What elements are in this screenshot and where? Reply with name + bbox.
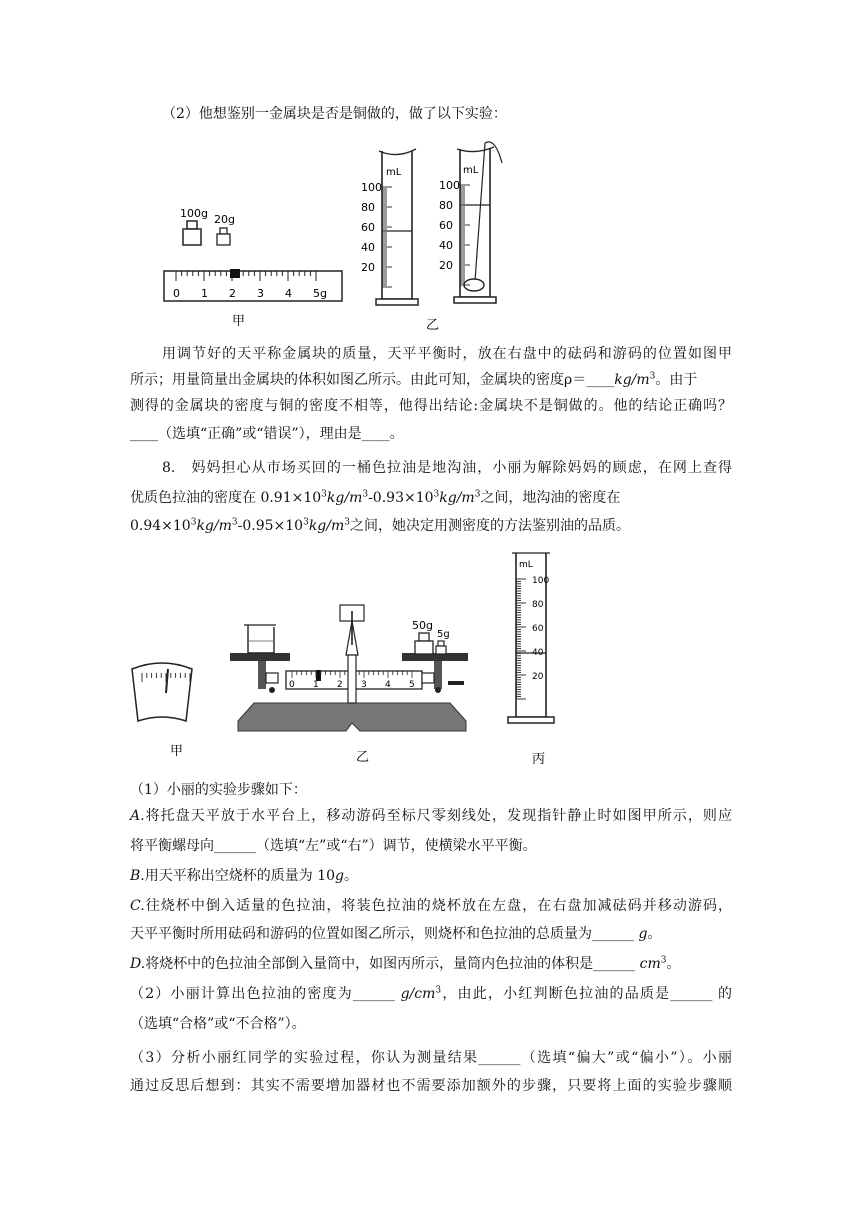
- figure-label-yi: 乙: [426, 318, 440, 333]
- q8-part3-line1: （3）分析小丽红同学的实验过程，你认为测量结果______（选填“偏大”或“偏小”）。小丽: [130, 1050, 732, 1066]
- rider-scale: [164, 271, 342, 301]
- scale-tick-label: 0: [173, 287, 180, 300]
- superscript: 3: [660, 955, 667, 966]
- q8-step-d: [130, 954, 681, 974]
- cylinder-tick-label: 20: [439, 259, 453, 272]
- step-tag: A.: [130, 808, 145, 824]
- beam-tick-label: 5: [409, 680, 415, 690]
- text: -0.95×10: [237, 518, 304, 534]
- beam-tick-label: 4: [385, 680, 391, 690]
- beam-tick-label: 2: [337, 680, 343, 690]
- text: 。: [666, 956, 681, 972]
- text: 用天平称出空烧杯的质量为 10: [144, 868, 336, 884]
- superscript: 3: [231, 517, 238, 528]
- beaker-icon: [244, 625, 276, 653]
- cyl2-unit-label: mL: [463, 165, 479, 176]
- superscript: 3: [321, 489, 327, 500]
- q7-density-unit: kg/m: [614, 372, 650, 388]
- unit: kg/m: [308, 518, 345, 534]
- unit: g/cm: [400, 986, 436, 1002]
- q8-step-intro: （1）小丽的实验步骤如下：: [130, 782, 307, 798]
- weight-100g-icon: [183, 221, 201, 245]
- text: 之间，她决定用测密度的方法鉴别油的品质。: [349, 518, 630, 534]
- text: 之间，地沟油的密度在: [480, 490, 621, 506]
- cylinder-tick-label: 40: [532, 648, 544, 658]
- text: 往烧杯中倒入适量的色拉油，将装色拉油的烧杯放在左盘，在右盘加减砝码并移动游码，: [144, 898, 732, 914]
- q7-density-blank: 所示；用量筒量出金属块的体积如图乙所示。由此可知，金属块的密度ρ＝____: [130, 372, 615, 388]
- left-pan-icon: [230, 653, 290, 693]
- cylinder-tick-label: 60: [532, 624, 544, 634]
- q7-paragraph-line1: 用调节好的天平称金属块的质量，天平平衡时，放在右盘中的砝码和游码的位置如图甲: [162, 346, 732, 362]
- figure-label-yi: 乙: [356, 750, 370, 765]
- step-tag: C.: [130, 898, 145, 914]
- cylinder-tick-label: 20: [532, 672, 544, 682]
- cylinder-tick-label: 100: [439, 179, 460, 192]
- q8-step-c-line1: [130, 896, 732, 916]
- q7-line2-tail: 。由于: [655, 372, 698, 388]
- graduated-cylinder-oil: [508, 553, 554, 723]
- cylinder-tick-label: 80: [532, 600, 544, 610]
- unit: g: [638, 926, 648, 942]
- figure-label-jia: 甲: [232, 314, 246, 329]
- scale-tick-label: 5g: [313, 287, 327, 300]
- unit: g: [335, 868, 344, 884]
- cyl1-unit-label: mL: [386, 167, 402, 178]
- text: 。: [343, 868, 358, 884]
- text: 。: [647, 926, 662, 942]
- cyl-oil-unit-label: mL: [519, 560, 533, 570]
- q8-part2-line2: （选填“合格”或“不合格”）。: [130, 1016, 306, 1032]
- weight-5g-icon: [436, 641, 446, 654]
- superscript: 3: [344, 517, 350, 528]
- weight-5g-label: 5g: [437, 629, 450, 640]
- figure-label-jia: 甲: [170, 744, 184, 759]
- unit: kg/m: [326, 490, 363, 506]
- cylinder-tick-label: 40: [361, 241, 375, 254]
- superscript: 3: [435, 985, 442, 996]
- unit: cm: [639, 956, 661, 972]
- beam-tick-label: 0: [289, 680, 295, 690]
- q8-step-b: [130, 866, 358, 886]
- cylinder-tick-label: 20: [361, 261, 375, 274]
- q8-step-c-line2: [130, 924, 661, 944]
- figure-label-bing: 丙: [532, 752, 546, 767]
- cylinder-tick-label: 80: [361, 201, 375, 214]
- step-tag: D.: [130, 956, 146, 972]
- beam-tick-label: 1: [313, 680, 319, 690]
- scale-tick-label: 1: [201, 287, 208, 300]
- beam-tick-label: 3: [361, 680, 367, 690]
- text: 0.94×10: [130, 518, 191, 534]
- q8-intro-line2: [130, 488, 620, 508]
- text: （2）小丽计算出色拉油的密度为______: [130, 986, 395, 1002]
- q8-step-a-line2: 将平衡螺母向______（选填“左”或“右”）调节，使横梁水平平衡。: [130, 838, 537, 854]
- text: 天平平衡时所用砝码和游码的位置如图乙所示，则烧杯和色拉油的总质量为______: [130, 926, 634, 942]
- q8-part2-line1: [130, 984, 732, 1004]
- q7-paragraph-line3: 测得的金属块的密度与铜的密度不相等，他得出结论:金属块不是铜做的。他的结论正确吗？: [130, 398, 732, 414]
- scale-tick-label: 2: [229, 287, 236, 300]
- unit: kg/m: [439, 490, 475, 506]
- q8-figure: [120, 545, 580, 775]
- balance-base-icon: [238, 703, 466, 731]
- cylinder-tick-label: 60: [361, 221, 375, 234]
- unit: kg/m: [196, 518, 232, 534]
- superscript: 3: [190, 517, 197, 528]
- superscript: 3: [303, 517, 309, 528]
- weight-50g-icon: [415, 633, 433, 654]
- q8-intro-line1: 8. 妈妈担心从市场买回的一桶色拉油是地沟油，小丽为解除妈妈的顾虑，在网上查得: [162, 460, 732, 476]
- text: ，由此，小红判断色拉油的品质是______ 的: [441, 986, 732, 1002]
- superscript: 3: [362, 489, 369, 500]
- superscript: 3: [649, 371, 656, 382]
- weight-100g-label: 100g: [180, 207, 208, 220]
- q7-paragraph-line4: ____（选填“正确”或“错误”），理由是____。: [130, 426, 404, 442]
- q7-part2-intro: （2）他想鉴别一金属块是否是铜做的，做了以下实验：: [162, 106, 507, 122]
- text: -0.93×10: [368, 490, 434, 506]
- cylinder-tick-label: 40: [439, 239, 453, 252]
- rider-marker-icon: [230, 269, 240, 278]
- text: 优质色拉油的密度在 0.91×10: [130, 490, 322, 506]
- q8-part3-line2: 通过反思后想到：其实不需要增加器材也不需要添加额外的步骤，只要将上面的实验步骤顺: [130, 1078, 732, 1094]
- scale-tick-label: 3: [257, 287, 264, 300]
- q8-step-a-line1: [130, 806, 732, 826]
- pointer-dial-icon: [132, 663, 192, 721]
- cylinder-tick-label: 80: [439, 199, 453, 212]
- q7-figure: [150, 135, 530, 335]
- weight-20g-icon: [217, 228, 230, 245]
- step-tag: B.: [130, 868, 145, 884]
- weight-20g-label: 20g: [214, 213, 235, 226]
- cylinder-tick-label: 100: [532, 576, 550, 586]
- q7-paragraph-line2: [130, 370, 732, 390]
- cylinder-tick-label: 60: [439, 219, 453, 232]
- cylinder-tick-label: 100: [361, 181, 382, 194]
- weight-50g-label: 50g: [412, 619, 433, 632]
- superscript: 3: [474, 489, 481, 500]
- superscript: 3: [433, 489, 440, 500]
- text: 将烧杯中的色拉油全部倒入量筒中，如图丙所示，量筒内色拉油的体积是______: [145, 956, 636, 972]
- scale-tick-label: 4: [285, 287, 292, 300]
- q8-intro-line3: [130, 516, 630, 536]
- text: 将托盘天平放于水平台上，移动游码至标尺零刻线处，发现指针静止时如图甲所示，则应: [144, 808, 732, 824]
